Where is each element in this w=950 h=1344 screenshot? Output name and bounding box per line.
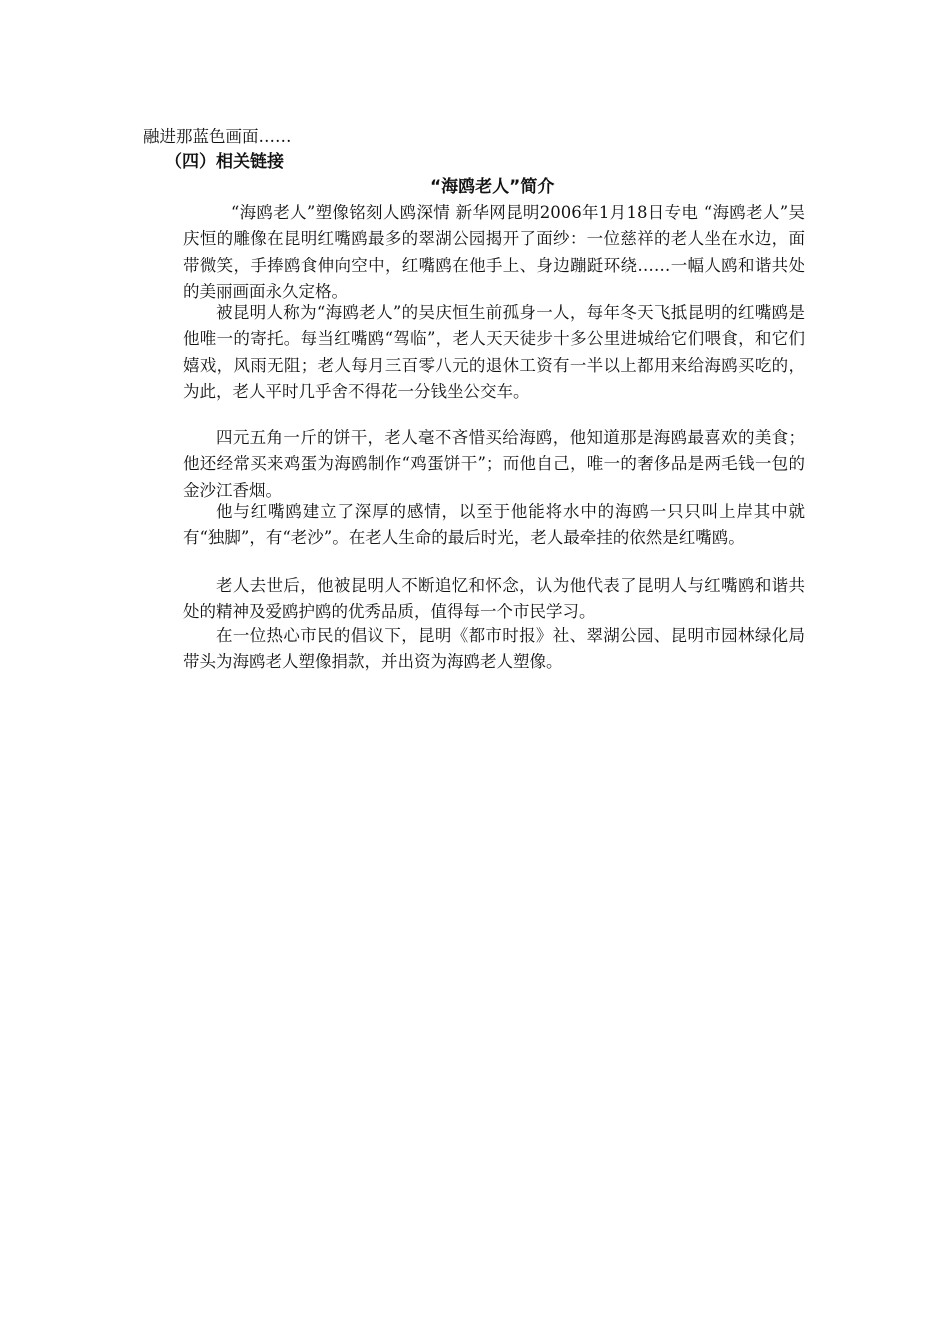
lead-line: 融进那蓝色画面…… xyxy=(143,127,292,146)
paragraph-4: 他与红嘴鸥建立了深厚的感情，以至于他能将水中的海鸥一只只叫上岸其中就有“独脚”，有“老沙”。在老人生命的最后时光，老人最牵挂的依然是红嘴鸥。 xyxy=(183,502,805,548)
paragraph-5: 老人去世后，他被昆明人不断追忆和怀念，认为他代表了昆明人与红嘴鸥和谐共处的精神及爱鸥护鸥的优秀品质，值得每一个市民学习。 xyxy=(183,576,805,622)
paragraph-2: 被昆明人称为“海鸥老人”的吴庆恒生前孤身一人，每年冬天飞抵昆明的红嘴鸥是他唯一的寄托。每当红嘴鸥“驾临”，老人天天徒步十多公里进城给它们喂食，和它们嬉戏，风雨无阻；老人每月三百零八元的退休工资有一半以上都用来给海鸥买吃的，为此，老人平时几乎舍不得花一分钱坐公交车。 xyxy=(183,303,805,401)
paragraph-3: 四元五角一斤的饼干，老人毫不吝惜买给海鸥，他知道那是海鸥最喜欢的美食；他还经常买来鸡蛋为海鸥制作“鸡蛋饼干”；而他自己，唯一的奢侈品是两毛钱一包的金沙江香烟。 xyxy=(183,428,805,500)
paragraph-1: “海鸥老人”塑像铭刻人鸥深情 新华网昆明2006年1月18日专电 “海鸥老人”吴庆恒的雕像在昆明红嘴鸥最多的翠湖公园揭开了面纱：一位慈祥的老人坐在水边，面带微笑，手捧鸥食伸向空中，红嘴鸥在他手上、身边蹦跹环绕……一幅人鸥和谐共处的美丽画面永久定格。 xyxy=(183,203,805,301)
article-title: “海鸥老人”简介 xyxy=(430,177,555,197)
section-heading: （四）相关链接 xyxy=(165,152,284,172)
paragraph-6: 在一位热心市民的倡议下，昆明《都市时报》社、翠湖公园、昆明市园林绿化局带头为海鸥老人塑像捐款，并出资为海鸥老人塑像。 xyxy=(183,626,805,672)
